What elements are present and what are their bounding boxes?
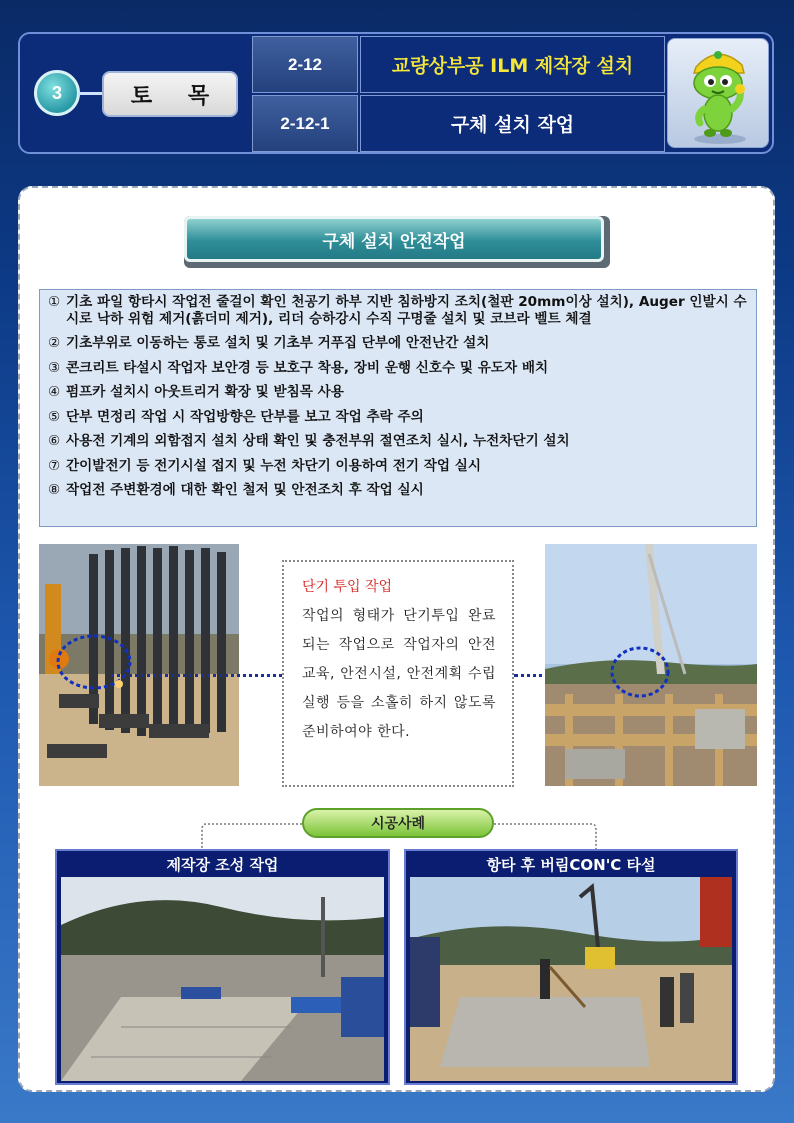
cases-label: 시공사례 <box>302 808 494 838</box>
note-box <box>282 560 514 787</box>
section-banner-title: 구체 설치 안전작업 <box>184 216 604 262</box>
note-title: 단기 투입 작업 <box>302 579 393 595</box>
code-main: 2-12 <box>252 36 358 93</box>
list-item: ② 기초부위로 이동하는 통로 설치 및 기초부 거푸집 단부에 안전난간 설치 <box>48 335 490 351</box>
list-item: ⑤ 단부 면정리 작업 시 작업방향은 단부를 보고 작업 추락 주의 <box>48 408 424 425</box>
case-caption-right: 항타 후 버림CON'C 타설 <box>486 855 656 874</box>
code-sub: 2-12-1 <box>252 95 358 152</box>
section-connector <box>78 92 104 95</box>
safety-list <box>39 289 757 527</box>
list-item: ⑦ 간이발전기 등 전기시설 접지 및 누전 차단기 이용하여 전기 작업 실시 <box>48 457 482 474</box>
section-label: 토 목 <box>102 71 238 117</box>
list-item: ⑥ 사용전 기계의 외함접지 설치 상태 확인 및 충전부위 절연조치 실시, 누전차단기 설치 <box>48 433 570 449</box>
case-caption-left: 제작장 조성 작업 <box>166 855 279 874</box>
document-header <box>18 32 774 154</box>
connector-left <box>111 674 282 677</box>
section-number-badge: 3 <box>34 70 80 116</box>
title-main: 교량상부공 ILM 제작장 설치 <box>360 36 665 93</box>
list-item: ④ 펌프카 설치시 아웃트리거 확장 및 받침목 사용 <box>48 384 344 400</box>
section-banner <box>184 216 610 268</box>
case-photo-right <box>404 849 738 1085</box>
section-area <box>20 34 252 152</box>
list-item: ⑧ 작업전 주변환경에 대한 확인 철저 및 안전조치 후 작업 실시 <box>48 482 424 498</box>
title-sub: 구체 설치 작업 <box>360 95 665 152</box>
photo-steel-piles <box>39 544 239 786</box>
list-item: ③ 콘크리트 타설시 작업자 보안경 등 보호구 착용, 장비 운행 신호수 및 유도자 배치 <box>48 359 549 376</box>
list-item: ① 기초 파일 항타시 작업전 줄걸이 확인 천공기 하부 지반 침하방지 조치(철판 20mm이상 설치), Auger 인발시 수시로 낙하 위험 제거(흙더미 제거), 리더 승하강시 수직 구명줄 설치 및 코브라 벨트 체결 <box>48 294 747 327</box>
photo-pump-formwork <box>545 544 757 786</box>
mascot-icon <box>667 38 769 148</box>
case-photo-left <box>55 849 390 1085</box>
note-body: 작업의 형태가 단기투입 완료되는 작업으로 작업자의 안전교육, 안전시설, 안전계획 수립 실행 등을 소홀히 하지 않도록 준비하여야 한다. <box>302 608 496 740</box>
content-panel <box>18 186 775 1092</box>
